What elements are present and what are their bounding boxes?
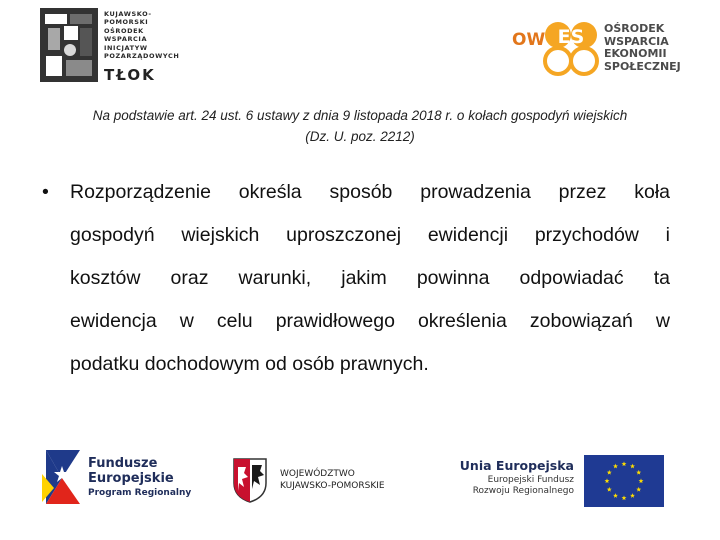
wojewodztwo-text bbox=[280, 468, 385, 492]
coat-of-arms-icon bbox=[232, 457, 268, 503]
citation-line-1: Na podstawie art. 24 ust. 6 ustawy z dnia 9 listopada 2018 r. o kołach gospodyń wiejskich bbox=[92, 108, 628, 123]
owes-line: EKONOMII bbox=[604, 47, 667, 61]
tlok-logo-lines bbox=[104, 10, 179, 60]
legal-citation bbox=[20, 105, 700, 147]
owes-logo bbox=[512, 20, 702, 80]
ue-logo-text bbox=[446, 457, 574, 497]
ue-line-3: Rozwoju Regionalnego bbox=[472, 486, 574, 496]
owes-mark-text: ES bbox=[557, 26, 585, 48]
bullet-line: podatku dochodowym od osób prawnych. bbox=[70, 353, 429, 375]
woj-line-2: KUJAWSKO-POMORSKIE bbox=[280, 481, 385, 491]
tlok-name: TŁOK bbox=[104, 66, 156, 84]
tlok-line: WSPARCIA bbox=[104, 35, 148, 44]
bullet-line: Rozporządzenie określa sposób prowadzenia przez koła bbox=[70, 181, 670, 203]
bullet-line: kosztów oraz warunki, jakim powinna odpowiadać ta bbox=[70, 267, 670, 289]
tlok-line: POMORSKI bbox=[104, 18, 149, 27]
owes-line: SPOŁECZNEJ bbox=[604, 59, 681, 73]
fe-line-2: Europejskie bbox=[88, 471, 174, 486]
bullet-paragraph bbox=[70, 171, 670, 386]
ue-line-1: Unia Europejska bbox=[459, 458, 574, 473]
tlok-logo-mark-icon bbox=[40, 8, 98, 82]
bullet-line: ewidencja w celu prawidłowego określenia zobowiązań w bbox=[70, 310, 670, 332]
ue-line-2: Europejski Fundusz bbox=[487, 475, 574, 485]
fe-logo-text bbox=[88, 456, 191, 500]
tlok-line: INICJATYW bbox=[104, 43, 148, 52]
eu-flag-icon bbox=[584, 455, 664, 507]
fundusze-europejskie-logo bbox=[42, 448, 202, 508]
fe-line-1: Fundusze bbox=[88, 456, 158, 471]
owes-logo-mark-icon bbox=[542, 20, 600, 76]
tlok-logo bbox=[40, 8, 190, 86]
tlok-line: OŚRODEK bbox=[104, 26, 144, 35]
bullet-line: gospodyń wiejskich uproszczonej ewidencji przychodów i bbox=[70, 224, 670, 246]
citation-line-2: (Dz. U. poz. 2212) bbox=[305, 129, 415, 144]
unia-europejska-logo bbox=[446, 455, 686, 510]
wojewodztwo-logo bbox=[232, 457, 422, 505]
woj-line-1: WOJEWÓDZTWO bbox=[280, 469, 355, 479]
fe-line-3: Program Regionalny bbox=[88, 488, 192, 498]
tlok-line: KUJAWSKO- bbox=[104, 10, 152, 18]
tlok-line: POZARZĄDOWYCH bbox=[104, 52, 180, 61]
owes-prefix: OW bbox=[512, 30, 546, 50]
owes-line: OŚRODEK bbox=[604, 22, 665, 35]
fe-star-flag-icon bbox=[42, 448, 82, 506]
bullet-marker: • bbox=[42, 181, 49, 203]
owes-line: WSPARCIA bbox=[604, 34, 669, 48]
owes-logo-text bbox=[604, 23, 681, 73]
